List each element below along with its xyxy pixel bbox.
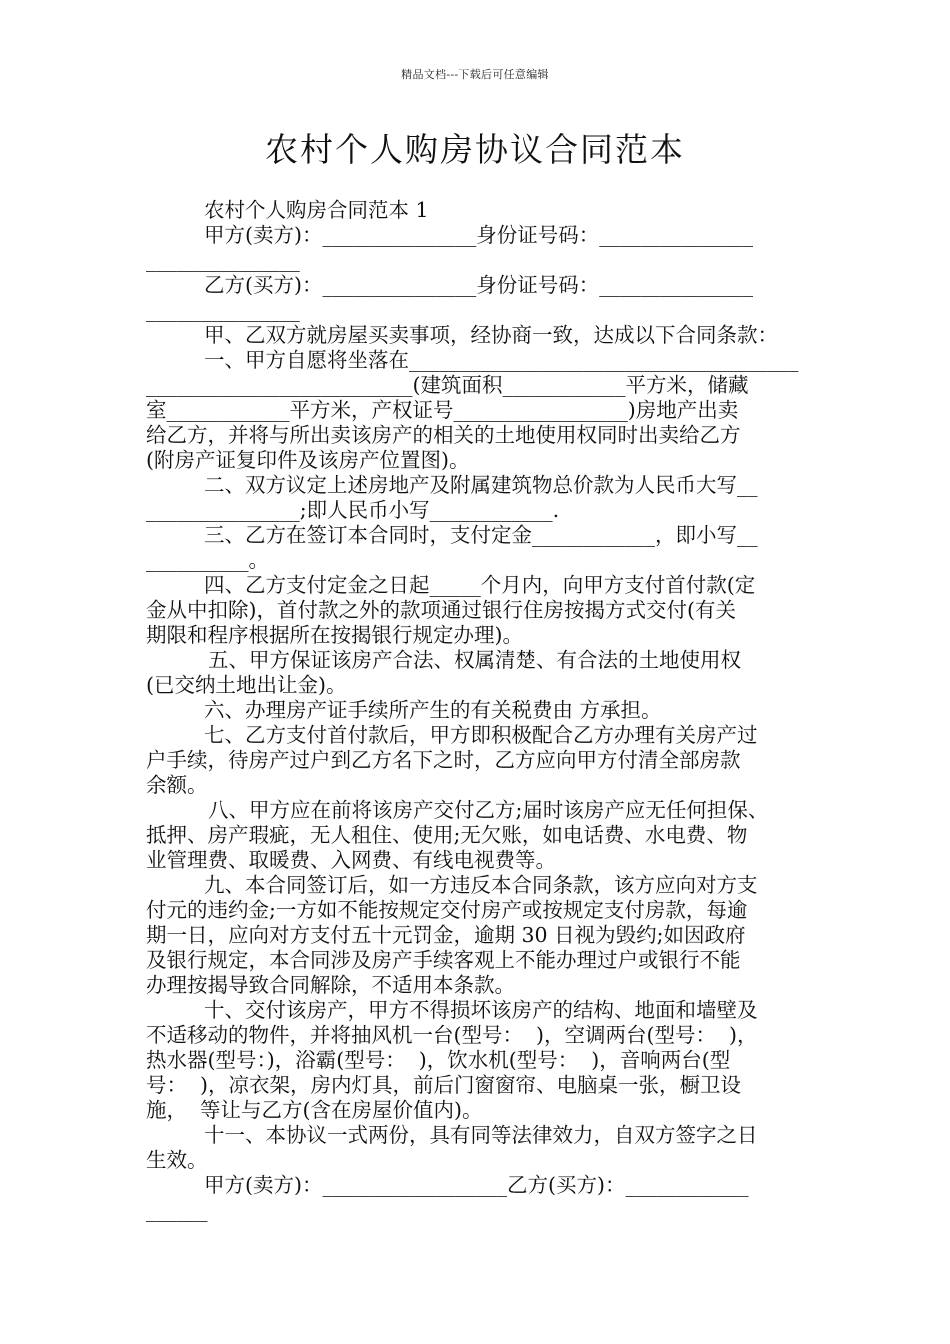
party-b-line-cont: _______________ — [146, 298, 300, 322]
clause-3-line: 三、乙方在签订本合同时，支付定金____________，即小写__ — [204, 523, 758, 547]
clause-1-line: (附房产证复印件及该房产位置图)。 — [146, 448, 470, 472]
clause-9-line: 及银行规定，本合同涉及房产手续客观上不能办理过户或银行不能 — [146, 948, 741, 972]
clause-1-line: 给乙方，并将与所出卖该房产的相关的土地使用权同时出卖给乙方 — [146, 423, 741, 447]
clause-4-line: 期限和程序根据所在按揭银行规定办理)。 — [146, 623, 523, 647]
party-b-line: 乙方(买方)：_______________身份证号码：_______________ — [204, 273, 753, 297]
signature-line-cont: ______ — [146, 1198, 208, 1222]
clause-9-line: 九、本合同签订后，如一方违反本合同条款，该方应向对方支 — [204, 873, 758, 897]
document-body — [146, 198, 810, 1223]
clause-7-line: 户手续，待房产过户到乙方名下之时，乙方应向甲方付清全部房款 — [146, 748, 741, 772]
clause-11-line: 生效。 — [146, 1148, 208, 1172]
clause-10-line: 十、交付该房产，甲方不得损坏该房产的结构、地面和墙壁及 — [204, 998, 758, 1022]
clause-10-line: 热水器(型号：)，浴霸(型号： )，饮水机(型号： )，音响两台(型 — [146, 1048, 731, 1072]
clause-11-line: 十一、本协议一式两份，具有同等法律效力，自双方签字之日 — [204, 1123, 758, 1147]
clause-9-line: 办理按揭导致合同解除，不适用本条款。 — [146, 973, 515, 997]
clause-1-line: 一、甲方自愿将坐落在______________________________________ — [204, 348, 799, 372]
party-a-line: 甲方(卖方)：_______________身份证号码：_______________ — [204, 223, 753, 247]
clause-3-line: __________。 — [146, 548, 269, 572]
clause-6-line: 六、办理房产证手续所产生的有关税费由 方承担。 — [204, 698, 662, 722]
header-note: 精品文档---下载后可任意编辑 — [401, 68, 549, 81]
contract-subtitle: 农村个人购房合同范本 1 — [204, 198, 429, 222]
clause-2-line: _______________;即人民币小写____________. — [146, 498, 560, 522]
clause-2-line: 二、双方议定上述房地产及附属建筑物总价款为人民币大写__ — [204, 473, 758, 497]
clause-10-line: 不适移动的物件，并将抽风机一台(型号： )，空调两台(型号： )， — [146, 1023, 758, 1047]
clause-5-line: 五、甲方保证该房产合法、权属清楚、有合法的土地使用权 — [208, 648, 741, 672]
clause-8-line: 八、甲方应在前将该房产交付乙方;届时该房产应无任何担保、 — [208, 798, 769, 822]
document-title: 农村个人购房协议合同范本 — [265, 130, 685, 169]
clause-9-line: 期一日，应向对方支付五十元罚金，逾期 30 日视为毁约;如因政府 — [146, 923, 746, 947]
clause-10-line: 号： )，凉衣架，房内灯具，前后门窗窗帘、电脑桌一张，橱卫设 — [146, 1073, 742, 1097]
clause-4-line: 四、乙方支付定金之日起_____个月内，向甲方支付首付款(定 — [204, 573, 756, 597]
clause-8-line: 业管理费、取暖费、入网费、有线电视费等。 — [146, 848, 556, 872]
clause-1-line: 室____________平方米，产权证号_________________)房地产出卖 — [146, 398, 739, 422]
preamble: 甲、乙双方就房屋买卖事项，经协商一致，达成以下合同条款： — [204, 323, 778, 347]
clause-5-line: (已交纳土地出让金)。 — [146, 673, 347, 697]
clause-8-line: 抵押、房产瑕疵，无人租住、使用;无欠账，如电话费、水电费、物 — [146, 823, 748, 847]
clause-10-line: 施， 等让与乙方(含在房屋价值内)。 — [146, 1098, 483, 1122]
clause-9-line: 付元的违约金;一方如不能按规定交付房产或按规定支付房款，每逾 — [146, 898, 748, 922]
signature-line: 甲方(卖方)：__________________乙方(买方)：____________ — [204, 1173, 749, 1197]
clause-7-line: 余额。 — [146, 773, 208, 797]
clause-7-line: 七、乙方支付首付款后，甲方即积极配合乙方办理有关房产过 — [204, 723, 758, 747]
clause-4-line: 金从中扣除)，首付款之外的款项通过银行住房按揭方式交付(有关 — [146, 598, 736, 622]
party-a-line-cont: _______________ — [146, 248, 300, 272]
clause-1-line: __________________________(建筑面积____________平方米，储藏 — [146, 373, 749, 397]
